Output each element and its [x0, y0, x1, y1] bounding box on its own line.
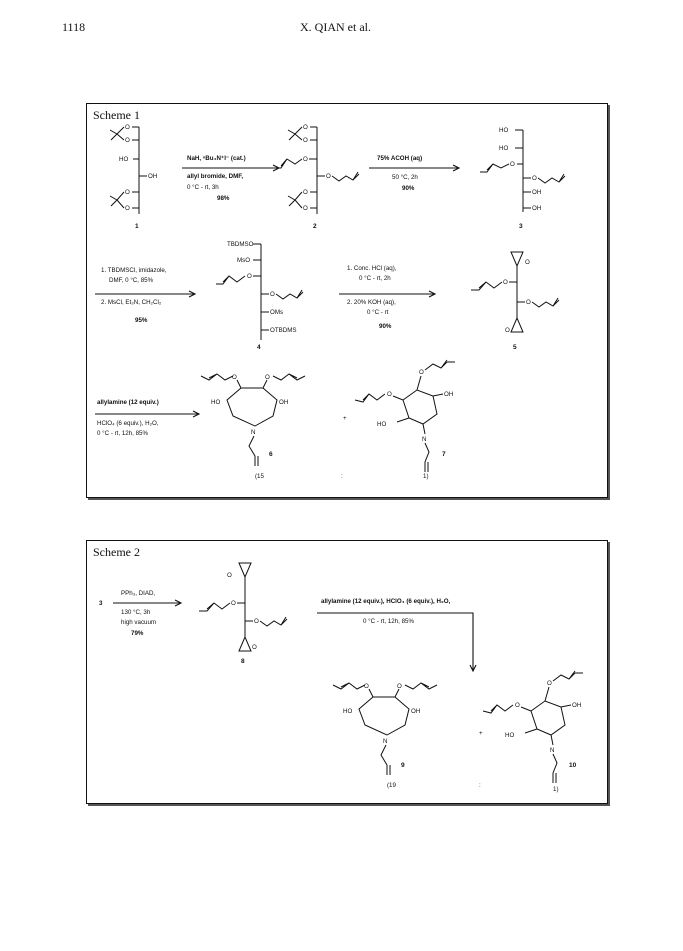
scheme-1-drawing [87, 104, 607, 497]
svg-text:OH: OH [444, 391, 454, 398]
step-2-arrow [369, 155, 459, 192]
svg-text:1. TBDMSCl, imidazole,: 1. TBDMSCl, imidazole, [101, 267, 167, 274]
svg-text:79%: 79% [131, 630, 144, 637]
start-compound-3: 3 [99, 600, 103, 607]
svg-text:O: O [303, 189, 308, 196]
svg-text:HO: HO [343, 708, 353, 715]
svg-text:0 °C - rt, 2h: 0 °C - rt, 2h [359, 275, 391, 282]
compound-2 [273, 124, 359, 230]
svg-text:TBDMSO: TBDMSO [227, 241, 254, 248]
ratio-7: 1) [423, 473, 429, 480]
svg-text:O: O [303, 156, 308, 163]
svg-text:O: O [503, 279, 508, 286]
svg-text:O: O [265, 374, 270, 381]
svg-text:O: O [125, 189, 130, 196]
svg-text:O: O [326, 173, 331, 180]
svg-text:PPh₃, DIAD,: PPh₃, DIAD, [121, 590, 156, 597]
svg-text:OTBDMS: OTBDMS [270, 327, 297, 334]
svg-text:HO: HO [499, 145, 509, 152]
svg-text:OH: OH [279, 399, 289, 406]
svg-text:O: O [252, 644, 257, 651]
svg-text:2. MsCl, Et₃N, CH₂Cl₂: 2. MsCl, Et₃N, CH₂Cl₂ [101, 299, 162, 306]
svg-text:O: O [125, 137, 130, 144]
compound-9 [333, 683, 437, 789]
svg-text:O: O [526, 299, 531, 306]
svg-text:75% ACOH (aq): 75% ACOH (aq) [377, 155, 423, 162]
svg-text:HClO₄ (6 equiv.), H₂O,: HClO₄ (6 equiv.), H₂O, [97, 420, 159, 427]
svg-text:HO: HO [377, 421, 387, 428]
svg-text:2. 20% KOH (aq),: 2. 20% KOH (aq), [347, 299, 396, 306]
compound-10-label: 10 [569, 762, 577, 769]
ratio-colon: : [341, 473, 343, 480]
svg-text:N: N [251, 429, 256, 436]
scheme-2-title: Scheme 2 [93, 545, 140, 559]
svg-text:O: O [254, 618, 259, 625]
svg-text:O: O [505, 327, 510, 334]
step-4-arrow [339, 265, 435, 330]
running-title: X. QIAN et al. [300, 20, 371, 34]
compound-3 [480, 127, 565, 230]
compound-8-label: 8 [241, 658, 245, 665]
compound-5-label: 5 [513, 344, 517, 351]
svg-text:HO: HO [499, 127, 509, 134]
svg-text:O: O [419, 369, 424, 376]
svg-text:O: O [364, 683, 369, 690]
svg-text:HO: HO [211, 399, 221, 406]
svg-text:O: O [510, 161, 515, 168]
svg-text:OMs: OMs [270, 309, 284, 316]
svg-text:90%: 90% [402, 185, 415, 192]
compound-1 [110, 124, 157, 230]
step-5-arrow [95, 399, 199, 437]
svg-text:O: O [247, 273, 252, 280]
svg-text:OH: OH [572, 702, 582, 709]
svg-text:NaH, ⁿBu₄N⁺I⁻ (cat.): NaH, ⁿBu₄N⁺I⁻ (cat.) [187, 155, 246, 162]
svg-text:O: O [387, 391, 392, 398]
svg-text:allylamine (12 equiv.): allylamine (12 equiv.) [97, 399, 159, 406]
svg-text:0 °C - rt, 12h, 85%: 0 °C - rt, 12h, 85% [97, 430, 148, 437]
compound-8 [199, 563, 287, 665]
scheme-2-drawing [87, 541, 607, 803]
compound-7 [355, 360, 455, 480]
plus-sign: + [343, 415, 347, 422]
svg-text:allylamine (12 equiv.), HClO₄: allylamine (12 equiv.), HClO₄ (6 equiv.), H₂O, [321, 598, 451, 605]
svg-text:OH: OH [532, 189, 542, 196]
compound-5 [471, 252, 559, 351]
svg-text:O: O [231, 600, 236, 607]
svg-text:O: O [525, 259, 530, 266]
ratio-10: 1) [553, 786, 559, 793]
svg-text:O: O [270, 291, 275, 298]
scheme-2 [86, 540, 608, 804]
svg-text:DMF, 0 °C, 85%: DMF, 0 °C, 85% [109, 277, 154, 284]
svg-text:MsO: MsO [237, 257, 251, 264]
svg-text:HO: HO [505, 732, 515, 739]
compound-4-label: 4 [257, 344, 261, 351]
svg-text:O: O [125, 205, 130, 212]
svg-text:O: O [303, 137, 308, 144]
svg-text:O: O [232, 374, 237, 381]
step-3-arrow [95, 267, 195, 324]
svg-text:O: O [547, 680, 552, 687]
svg-text:OH: OH [148, 173, 158, 180]
svg-text:OH: OH [411, 708, 421, 715]
compound-6 [201, 374, 305, 480]
compound-6-label: 6 [269, 451, 273, 458]
svg-text:allyl bromide, DMF,: allyl bromide, DMF, [187, 173, 244, 180]
svg-text:98%: 98% [217, 195, 230, 202]
svg-text:OH: OH [532, 205, 542, 212]
scheme-1 [86, 103, 608, 498]
svg-text:HO: HO [119, 156, 129, 163]
scheme2-step-2-arrow [317, 598, 476, 671]
svg-text:O: O [303, 124, 308, 131]
compound-10 [483, 671, 583, 793]
scheme-1-title: Scheme 1 [93, 108, 140, 122]
page-number: 1118 [62, 20, 86, 34]
svg-text:0 °C - rt, 12h, 85%: 0 °C - rt, 12h, 85% [363, 618, 414, 625]
svg-text:N: N [422, 436, 427, 443]
ratio-9: (19 [387, 782, 396, 789]
svg-text:O: O [227, 572, 232, 579]
compound-1-label: 1 [135, 223, 139, 230]
svg-text:90%: 90% [379, 323, 392, 330]
svg-text:0 °C - rt, 3h: 0 °C - rt, 3h [187, 184, 219, 191]
svg-text:N: N [550, 747, 555, 754]
ratio-colon-2: : [479, 782, 481, 789]
svg-text:O: O [532, 175, 537, 182]
compound-4 [216, 241, 303, 351]
svg-text:95%: 95% [135, 317, 148, 324]
svg-text:O: O [125, 124, 130, 131]
svg-text:O: O [515, 702, 520, 709]
svg-text:1. Conc. HCl (aq),: 1. Conc. HCl (aq), [347, 265, 397, 272]
plus-sign-2: + [479, 730, 483, 737]
compound-9-label: 9 [401, 762, 405, 769]
compound-2-label: 2 [313, 223, 317, 230]
svg-text:130 °C, 3h: 130 °C, 3h [121, 609, 151, 616]
svg-text:O: O [303, 205, 308, 212]
step-1-arrow [182, 155, 279, 202]
compound-7-label: 7 [442, 451, 446, 458]
svg-text:high vacuum: high vacuum [121, 619, 157, 626]
svg-text:0 °C - rt: 0 °C - rt [367, 309, 389, 316]
svg-text:O: O [397, 683, 402, 690]
ratio-6: (15 [255, 473, 264, 480]
svg-text:N: N [383, 738, 388, 745]
svg-text:50 °C, 2h: 50 °C, 2h [392, 174, 418, 181]
scheme2-step-1-arrow [113, 590, 181, 637]
compound-3-label: 3 [519, 223, 523, 230]
